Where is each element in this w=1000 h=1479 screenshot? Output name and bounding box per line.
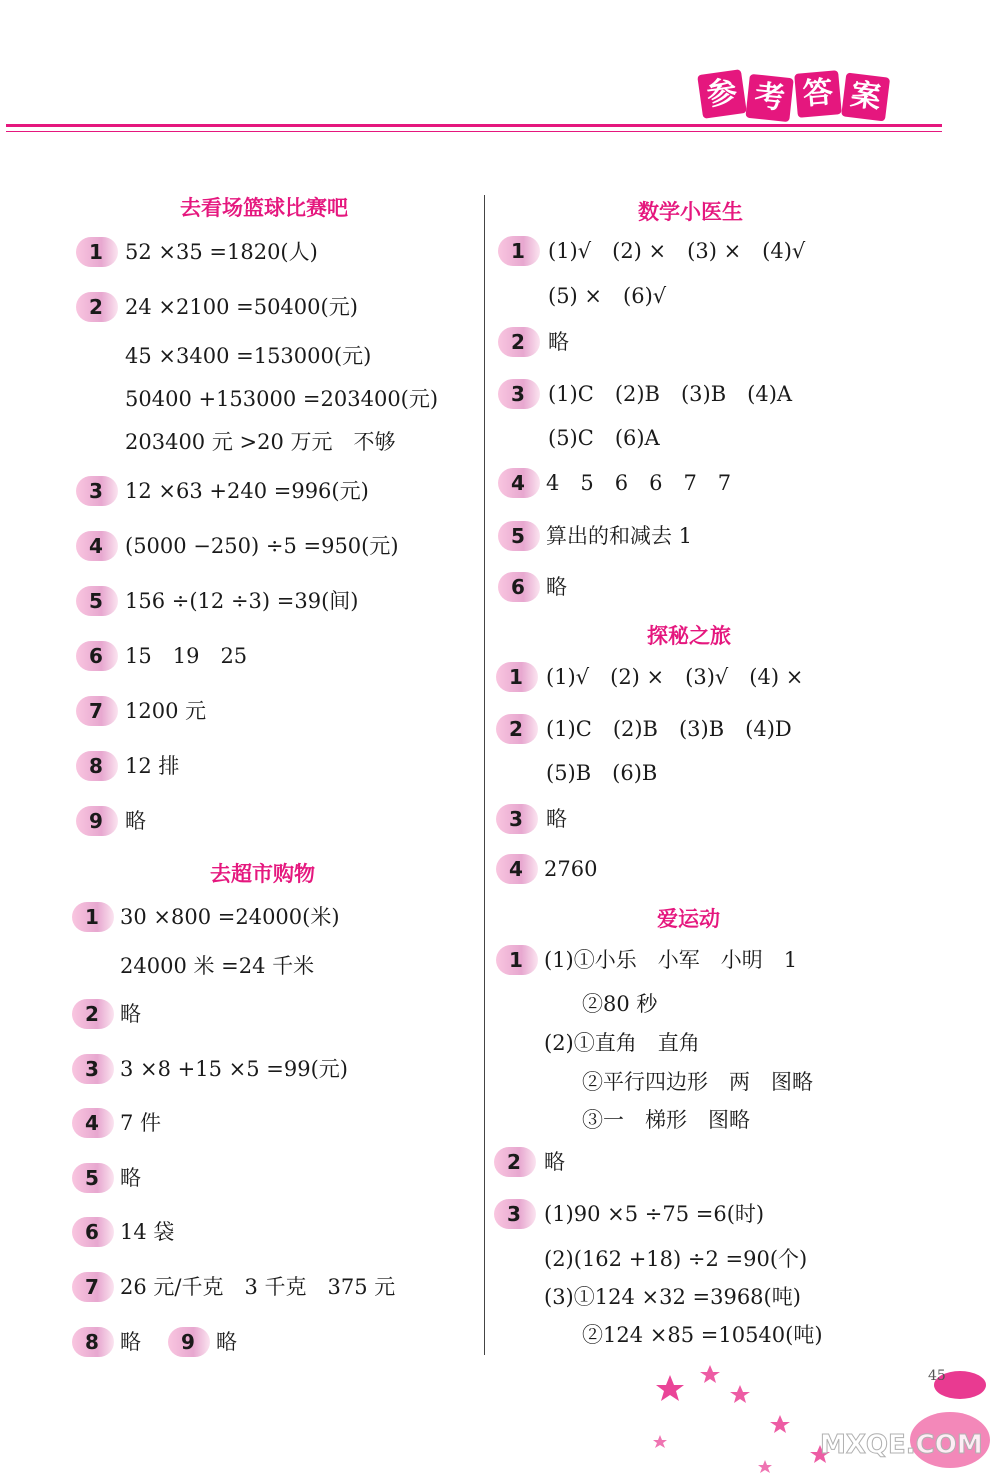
answer-line: 略 (120, 1002, 141, 1026)
answer-line: 略 (548, 330, 569, 354)
answer-line: (5)C (6)A (548, 426, 660, 450)
answer-line: 3 ×8 +15 ×5 =99(元) (120, 1057, 348, 1081)
header-rule-thin (6, 131, 942, 132)
question-badge: 4 (498, 468, 540, 498)
answer-line: 15 19 25 (125, 644, 248, 668)
column-divider (484, 195, 485, 1355)
question-badge: 2 (498, 327, 540, 357)
answer-line: 略 (216, 1330, 237, 1354)
answer-line: (1)C (2)B (3)B (4)D (546, 717, 792, 741)
header-rule (6, 124, 942, 127)
question-badge: 3 (498, 379, 540, 409)
section-title: 去超市购物 (210, 862, 315, 886)
question-badge: 3 (496, 804, 538, 834)
answer-line: ②80 秒 (582, 992, 658, 1016)
question-badge: 2 (72, 999, 114, 1029)
question-badge: 1 (498, 236, 540, 266)
question-badge: 1 (76, 237, 118, 267)
question-badge: 6 (76, 641, 118, 671)
answer-line: (1)①小乐 小军 小明 1 (544, 948, 798, 972)
answer-line: 算出的和减去 1 (546, 524, 693, 548)
answer-line: 24000 米 =24 千米 (120, 954, 315, 978)
question-badge: 6 (72, 1217, 114, 1247)
answer-line: 45 ×3400 =153000(元) (125, 344, 372, 368)
answer-line: (5000 −250) ÷5 =950(元) (125, 534, 399, 558)
question-badge: 9 (76, 806, 118, 836)
answer-line: 26 元/千克 3 千克 375 元 (120, 1275, 396, 1299)
question-badge: 2 (494, 1147, 536, 1177)
answer-line: 略 (120, 1330, 141, 1354)
answer-line: (2)①直角 直角 (544, 1031, 700, 1055)
answer-line: 156 ÷(12 ÷3) =39(间) (125, 589, 359, 613)
answer-line: ②124 ×85 =10540(吨) (582, 1323, 823, 1347)
answer-line: 52 ×35 =1820(人) (125, 240, 318, 264)
answer-line: 24 ×2100 =50400(元) (125, 295, 358, 319)
section-title: 去看场篮球比赛吧 (180, 196, 348, 220)
answer-line: (1)√ (2) × (3) × (4)√ (548, 239, 806, 263)
watermark: MXQE.COM (820, 1430, 983, 1460)
answer-line: 14 袋 (120, 1220, 175, 1244)
question-badge: 1 (72, 902, 114, 932)
answer-line: 7 件 (120, 1111, 162, 1135)
answer-line: ③一 梯形 图略 (582, 1108, 750, 1132)
question-badge: 4 (76, 531, 118, 561)
header-title-char: 答 (794, 70, 842, 118)
question-badge: 8 (76, 751, 118, 781)
question-badge: 1 (496, 662, 538, 692)
answer-line: (2)(162 +18) ÷2 =90(个) (544, 1247, 808, 1271)
answer-line: 12 排 (125, 754, 180, 778)
header-title-char: 案 (841, 72, 890, 121)
answer-line: (3)①124 ×32 =3968(吨) (544, 1285, 801, 1309)
question-badge: 3 (72, 1054, 114, 1084)
question-badge: 5 (76, 586, 118, 616)
answer-line: 4 5 6 6 7 7 (546, 471, 732, 495)
answer-line: 略 (544, 1150, 565, 1174)
question-badge: 4 (496, 854, 538, 884)
question-badge: 8 (72, 1327, 114, 1357)
answer-line: 12 ×63 +240 =996(元) (125, 479, 369, 503)
question-badge: 9 (168, 1327, 210, 1357)
question-badge: 3 (76, 476, 118, 506)
answer-line: (1)90 ×5 ÷75 =6(时) (544, 1202, 765, 1226)
answer-line: (1)C (2)B (3)B (4)A (548, 382, 793, 406)
header-title-char: 考 (745, 74, 793, 122)
section-title: 数学小医生 (638, 200, 743, 224)
answer-line: 略 (125, 809, 146, 833)
answer-line: (1)√ (2) × (3)√ (4) × (546, 665, 804, 689)
question-badge: 3 (494, 1199, 536, 1229)
answer-line: (5) × (6)√ (548, 284, 667, 308)
question-badge: 1 (496, 945, 538, 975)
answer-line: 2760 (544, 857, 598, 881)
question-badge: 5 (72, 1163, 114, 1193)
header-title (700, 72, 888, 116)
answer-line: 50400 +153000 =203400(元) (125, 387, 439, 411)
question-badge: 7 (72, 1272, 114, 1302)
answer-line: ②平行四边形 两 图略 (582, 1070, 813, 1094)
question-badge: 2 (76, 292, 118, 322)
question-badge: 7 (76, 696, 118, 726)
section-title: 探秘之旅 (647, 624, 731, 648)
question-badge: 2 (496, 714, 538, 744)
answer-line: 略 (546, 575, 567, 599)
page-number: 45 (928, 1368, 946, 1384)
question-badge: 4 (72, 1108, 114, 1138)
header-title-char: 参 (697, 69, 747, 119)
section-title: 爱运动 (657, 907, 720, 931)
answer-line: 略 (120, 1166, 141, 1190)
question-badge: 5 (498, 521, 540, 551)
answer-line: 203400 元 >20 万元 不够 (125, 430, 396, 454)
answer-line: 30 ×800 =24000(米) (120, 905, 340, 929)
question-badge: 6 (498, 572, 540, 602)
answer-line: 1200 元 (125, 699, 207, 723)
answer-line: (5)B (6)B (546, 761, 658, 785)
answer-line: 略 (546, 807, 567, 831)
